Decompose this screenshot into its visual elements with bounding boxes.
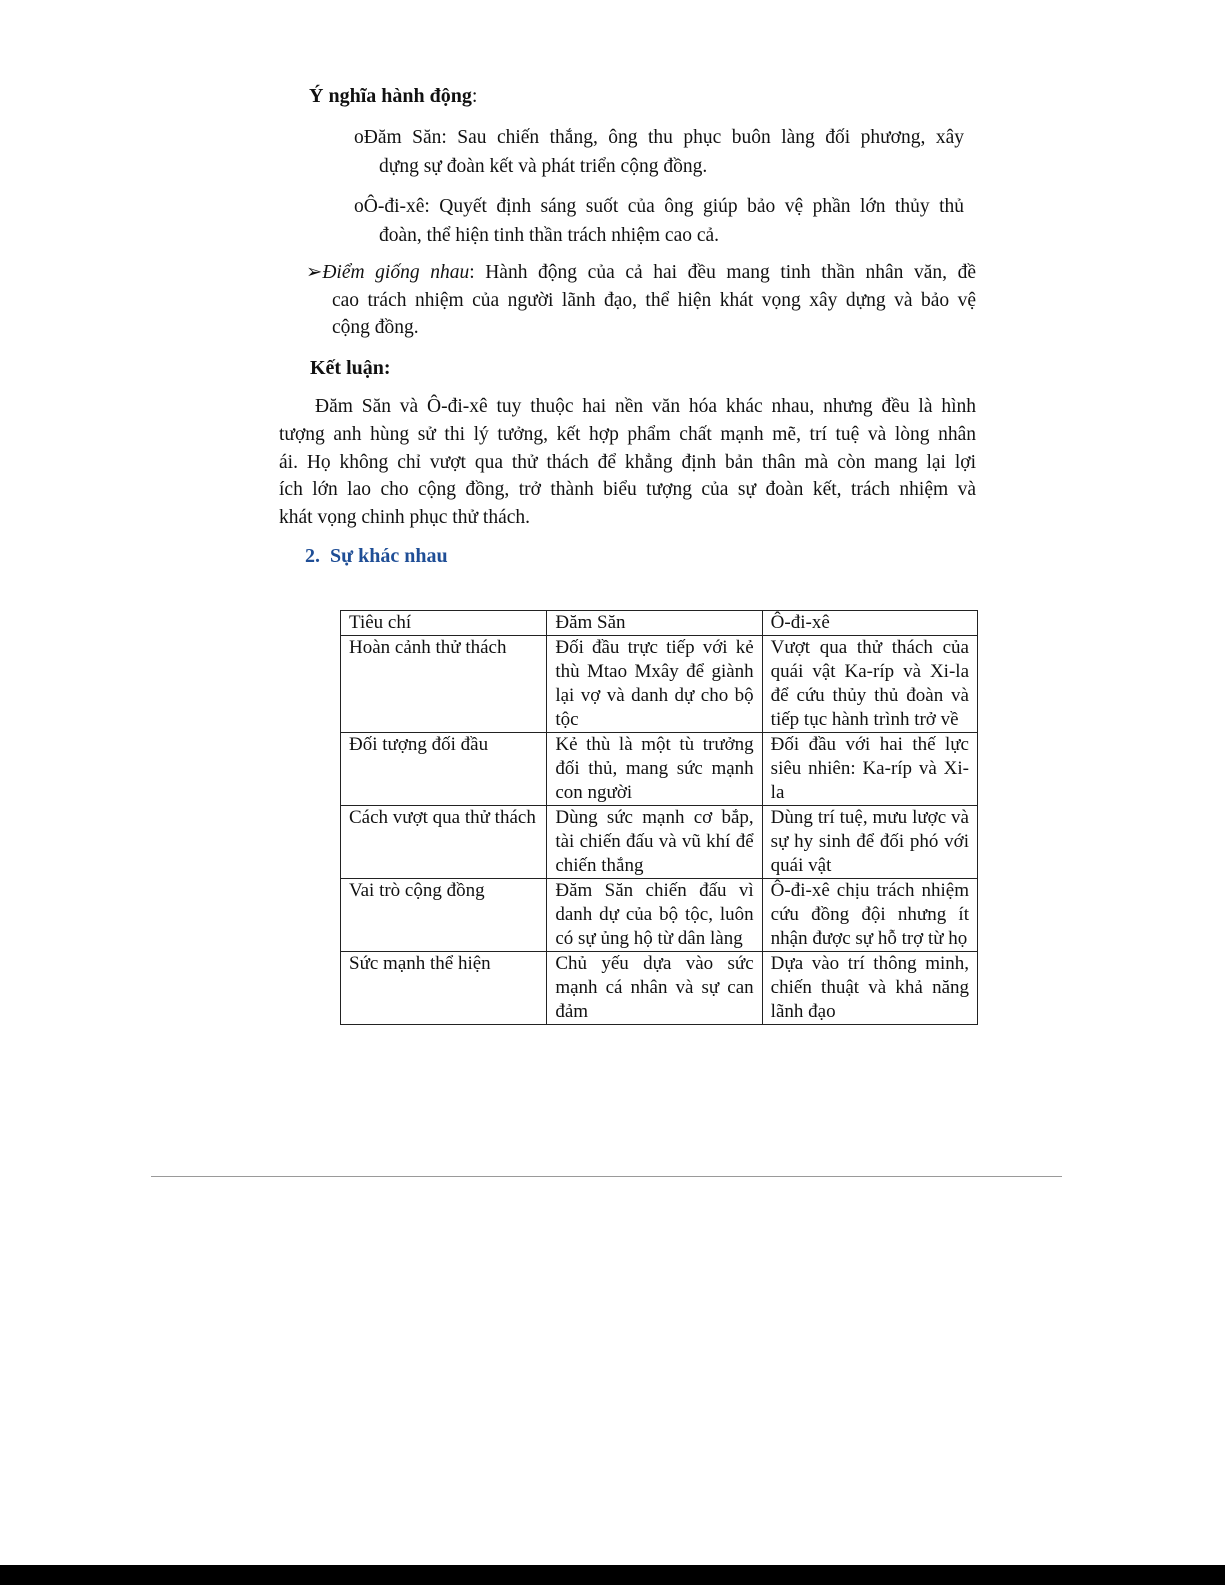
- conclusion-line: tượng anh hùng sử thi lý tưởng, kết hợp phẩm chất mạnh mẽ, trí tuệ và lòng nhân: [279, 423, 976, 445]
- action-meaning-heading-colon: :: [471, 85, 478, 107]
- table-cell: Ô-đi-xê chịu trách nhiệm cứu đồng đội nhưng ít nhận được sự hỗ trợ từ họ: [762, 879, 977, 952]
- table-cell: Kẻ thù là một tù trưởng đối thủ, mang sức mạnh con người: [547, 733, 762, 806]
- similarity-label: Điểm giống nhau: [322, 262, 470, 283]
- table-row: [341, 879, 978, 952]
- table-cell: Vượt qua thử thách của quái vật Ka-ríp và Xi-la để cứu thủy thủ đoàn và tiếp tục hành trình trở về: [762, 636, 977, 733]
- bullet-o-icon: o: [354, 127, 364, 148]
- table-row: [341, 636, 978, 733]
- action-meaning-item: [354, 192, 964, 250]
- similarity-line1: ➢Điểm giống nhau: Hành động của cả hai đều mang tinh thần nhân văn, đề: [306, 262, 976, 283]
- table-header-row: [341, 611, 978, 636]
- table-row: [341, 952, 978, 1025]
- table-cell: Dùng trí tuệ, mưu lược và sự hy sinh để đối phó với quái vật: [762, 806, 977, 879]
- action-meaning-heading-text: Ý nghĩa hành động: [309, 85, 472, 107]
- table-header-cell: Đăm Săn: [547, 611, 762, 636]
- arrow-bullet-icon: ➢: [306, 262, 323, 283]
- action-meaning-item: [354, 123, 964, 181]
- table-cell: Sức mạnh thể hiện: [341, 952, 547, 1025]
- bullet-o-icon: o: [354, 196, 364, 217]
- comparison-table: [340, 610, 978, 1025]
- page-divider: [151, 1176, 1062, 1177]
- table-cell: Đối tượng đối đầu: [341, 733, 547, 806]
- bottom-bar: [0, 1565, 1225, 1585]
- section-title: [305, 543, 448, 570]
- conclusion-line: khát vọng chinh phục thử thách.: [279, 507, 531, 529]
- table-cell: Đối đầu trực tiếp với kẻ thù Mtao Mxây để giành lại vợ và danh dự cho bộ tộc: [547, 636, 762, 733]
- table-header-cell: Ô-đi-xê: [762, 611, 977, 636]
- action-meaning-item-line2: đoàn, thể hiện tinh thần trách nhiệm cao cả.: [379, 225, 720, 246]
- action-meaning-heading: [309, 83, 477, 110]
- conclusion-line: Đăm Săn và Ô-đi-xê tuy thuộc hai nền văn hóa khác nhau, nhưng đều là hình: [315, 396, 976, 417]
- conclusion-line: ái. Họ không chỉ vượt qua thử thách để khẳng định bản thân mà còn mang lại lợi: [279, 451, 976, 473]
- table-cell: Hoàn cảnh thử thách: [341, 636, 547, 733]
- action-meaning-item-line1: oÔ-đi-xê: Quyết định sáng suốt của ông giúp bảo vệ phần lớn thủy thủ: [354, 196, 964, 217]
- similarity-line3: cộng đồng.: [332, 317, 419, 338]
- similarity-line2: cao trách nhiệm của người lãnh đạo, thể hiện khát vọng xây dựng và bảo vệ: [332, 289, 976, 311]
- conclusion-paragraph: [279, 393, 976, 532]
- table-cell: Chủ yếu dựa vào sức mạnh cá nhân và sự can đảm: [547, 952, 762, 1025]
- conclusion-line: ích lớn lao cho cộng đồng, trở thành biểu tượng của sự đoàn kết, trách nhiệm và: [279, 479, 976, 501]
- table-cell: Dựa vào trí thông minh, chiến thuật và khả năng lãnh đạo: [762, 952, 977, 1025]
- similarity-paragraph: [306, 259, 976, 342]
- table-cell: Đối đầu với hai thế lực siêu nhiên: Ka-ríp và Xi-la: [762, 733, 977, 806]
- table-cell: Cách vượt qua thử thách: [341, 806, 547, 879]
- table-cell: Đăm Săn chiến đấu vì danh dự của bộ tộc, luôn có sự ủng hộ từ dân làng: [547, 879, 762, 952]
- section-number: 2.: [305, 545, 320, 567]
- table-cell: Vai trò cộng đồng: [341, 879, 547, 952]
- table-cell: Dùng sức mạnh cơ bắp, tài chiến đấu và vũ khí để chiến thắng: [547, 806, 762, 879]
- table-header-cell: Tiêu chí: [341, 611, 547, 636]
- table-row: [341, 806, 978, 879]
- table-row: [341, 733, 978, 806]
- action-meaning-item-line1: oĐăm Săn: Sau chiến thắng, ông thu phục buôn làng đối phương, xây: [354, 127, 964, 148]
- action-meaning-item-line2: dựng sự đoàn kết và phát triển cộng đồng.: [379, 156, 708, 177]
- section-title-text: Sự khác nhau: [330, 545, 448, 567]
- conclusion-heading: Kết luận:: [310, 357, 391, 379]
